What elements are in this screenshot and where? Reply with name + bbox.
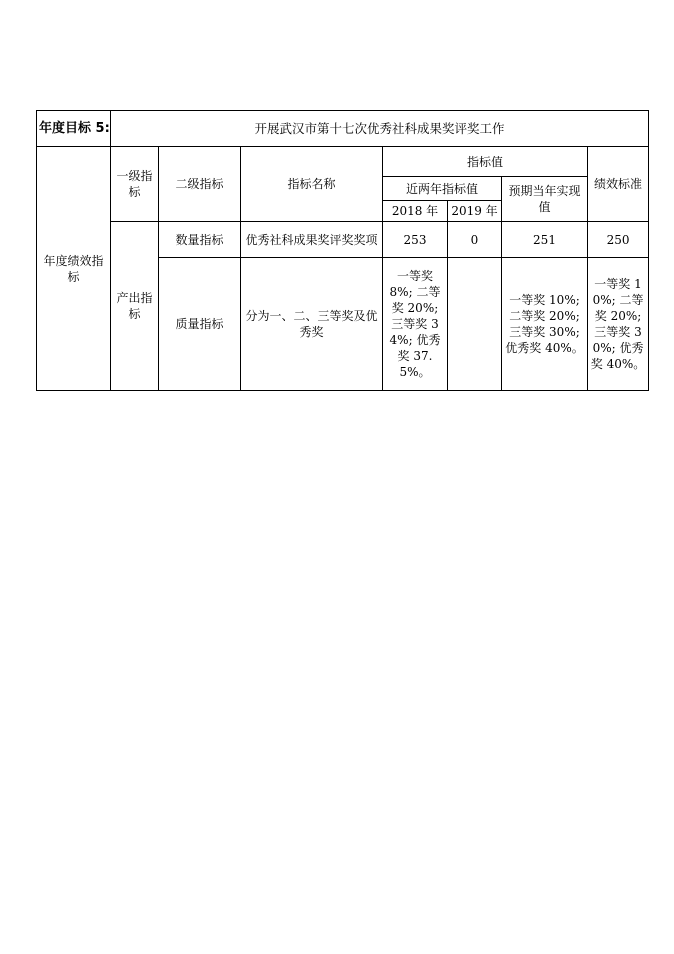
- annual-indicator-cell: 年度绩效指标: [37, 147, 111, 391]
- indicator-value-header: 指标值: [383, 147, 588, 177]
- level1-header: 一级指标: [111, 147, 159, 222]
- header-row-1: [37, 147, 649, 177]
- quality-level2: 质量指标: [159, 258, 241, 391]
- quantity-standard: 250: [588, 222, 649, 258]
- year-2019-header: 2019 年: [448, 201, 502, 222]
- goal-text: 开展武汉市第十七次优秀社科成果奖评奖工作: [111, 111, 649, 147]
- goal-row: [37, 111, 649, 147]
- quality-expected: 一等奖 10%; 二等奖 20%; 三等奖 30%; 优秀奖 40%。: [502, 258, 588, 391]
- quantity-name: 优秀社科成果奖评奖奖项: [241, 222, 383, 258]
- goal-label: 年度目标 5:: [37, 111, 111, 147]
- standard-header: 绩效标准: [588, 147, 649, 222]
- quantity-2018: 253: [383, 222, 448, 258]
- quantity-expected: 251: [502, 222, 588, 258]
- expected-header: 预期当年实现值: [502, 177, 588, 222]
- year-2018-header: 2018 年: [383, 201, 448, 222]
- quality-standard: 一等奖 10%; 二等奖 20%; 三等奖 30%; 优秀奖 40%。: [588, 258, 649, 391]
- quality-2018: 一等奖 8%; 二等奖 20%; 三等奖 34%; 优秀奖 37.5%。: [383, 258, 448, 391]
- indicator-name-header: 指标名称: [241, 147, 383, 222]
- past-two-years-header: 近两年指标值: [383, 177, 502, 201]
- quantity-2019: 0: [448, 222, 502, 258]
- quantity-row: [37, 222, 649, 258]
- quality-2019: [448, 258, 502, 391]
- performance-table: [36, 110, 649, 391]
- output-indicator-cell: 产出指标: [111, 222, 159, 391]
- quality-name: 分为一、二、三等奖及优秀奖: [241, 258, 383, 391]
- level2-header: 二级指标: [159, 147, 241, 222]
- quantity-level2: 数量指标: [159, 222, 241, 258]
